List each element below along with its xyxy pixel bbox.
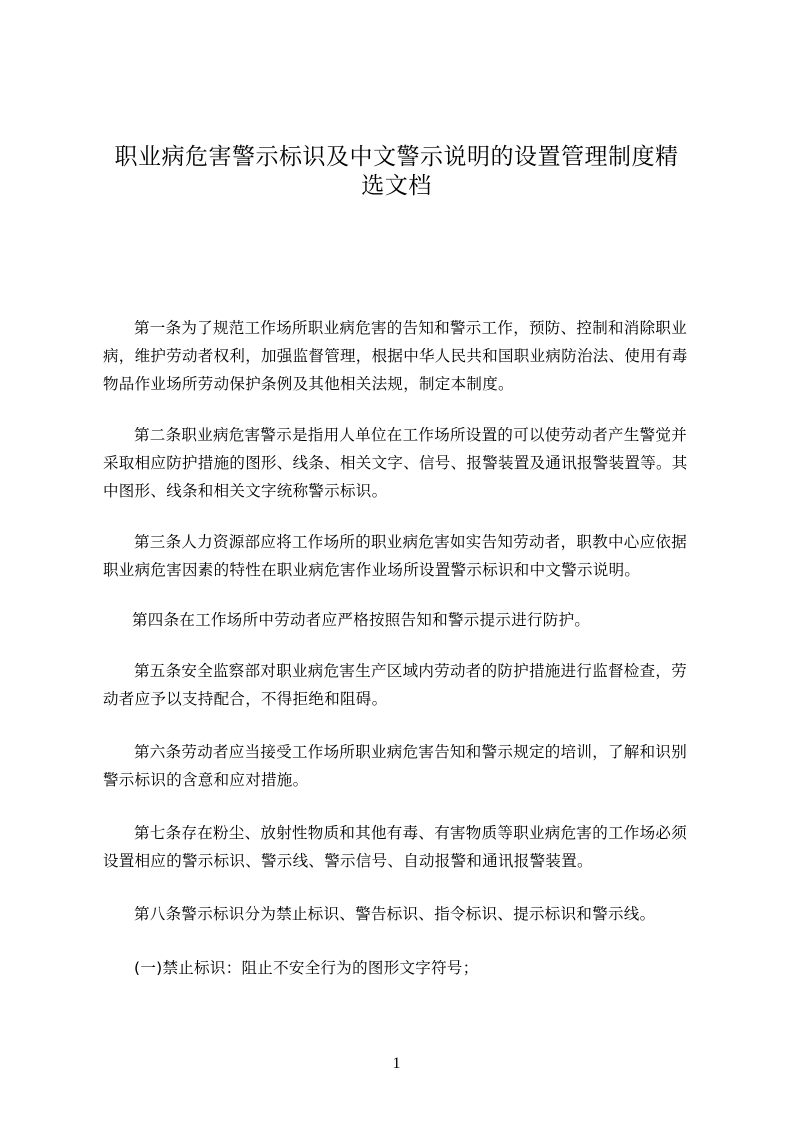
- paragraph-line: 设置相应的警示标识、警示线、警示信号、自动报警和通讯报警装置。: [103, 852, 593, 870]
- paragraph-line: 第三条人力资源部应将工作场所的职业病危害如实告知劳动者，职教中心应依据: [134, 533, 688, 551]
- paragraph-line: 第七条存在粉尘、放射性物质和其他有毒、有害物质等职业病危害的工作场必须: [134, 824, 688, 842]
- article-5-paragraph: [103, 657, 703, 713]
- paragraph-line: 第一条为了规范工作场所职业病危害的告知和警示工作，预防、控制和消除职业: [134, 319, 688, 337]
- article-8-paragraph: [103, 900, 703, 928]
- article-1-paragraph: [103, 314, 703, 398]
- paragraph-line: 病，维护劳动者权利，加强监督管理，根据中华人民共和国职业病防治法、使用有毒: [103, 347, 688, 365]
- title-line: 选文档: [361, 173, 432, 199]
- paragraph-line: 警示标识的含意和应对措施。: [103, 771, 309, 789]
- page-number: 1: [392, 1055, 401, 1072]
- article-3-paragraph: [103, 528, 703, 584]
- paragraph-line: (一)禁止标识：阻止不安全行为的图形文字符号；: [134, 959, 479, 977]
- paragraph-line: 第二条职业病危害警示是指用人单位在工作场所设置的可以使劳动者产生警觉并: [134, 426, 688, 444]
- paragraph-line: 物品作业场所劳动保护条例及其他相关法规，制定本制度。: [103, 375, 514, 393]
- article-6-paragraph: [103, 738, 703, 794]
- paragraph-line: 第五条安全监察部对职业病危害生产区域内劳动者的防护措施进行监督检查，劳: [134, 662, 688, 680]
- paragraph-line: 第八条警示标识分为禁止标识、警告标识、指令标识、提示标识和警示线。: [134, 905, 656, 923]
- paragraph-line: 第四条在工作场所中劳动者应严格按照告知和警示提示进行防护。: [132, 611, 591, 629]
- paragraph-line: 职业病危害因素的特性在职业病危害作业场所设置警示标识和中文警示说明。: [103, 561, 641, 579]
- title-line: 职业病危害警示标识及中文警示说明的设置管理制度精: [114, 144, 679, 170]
- paragraph-line: 采取相应防护措施的图形、线条、相关文字、信号、报警装置及通讯报警装置等。其: [103, 454, 688, 472]
- article-7-paragraph: [103, 819, 703, 875]
- paragraph-line: 动者应予以支持配合，不得拒绝和阻碍。: [103, 690, 388, 708]
- paragraph-line: 中图形、线条和相关文字统称警示标识。: [103, 482, 388, 500]
- document-title: [90, 143, 703, 201]
- item-1-paragraph: [103, 954, 703, 982]
- article-4-paragraph: [103, 606, 703, 634]
- article-2-paragraph: [103, 421, 703, 505]
- paragraph-line: 第六条劳动者应当接受工作场所职业病危害告知和警示规定的培训，了解和识别: [134, 743, 688, 761]
